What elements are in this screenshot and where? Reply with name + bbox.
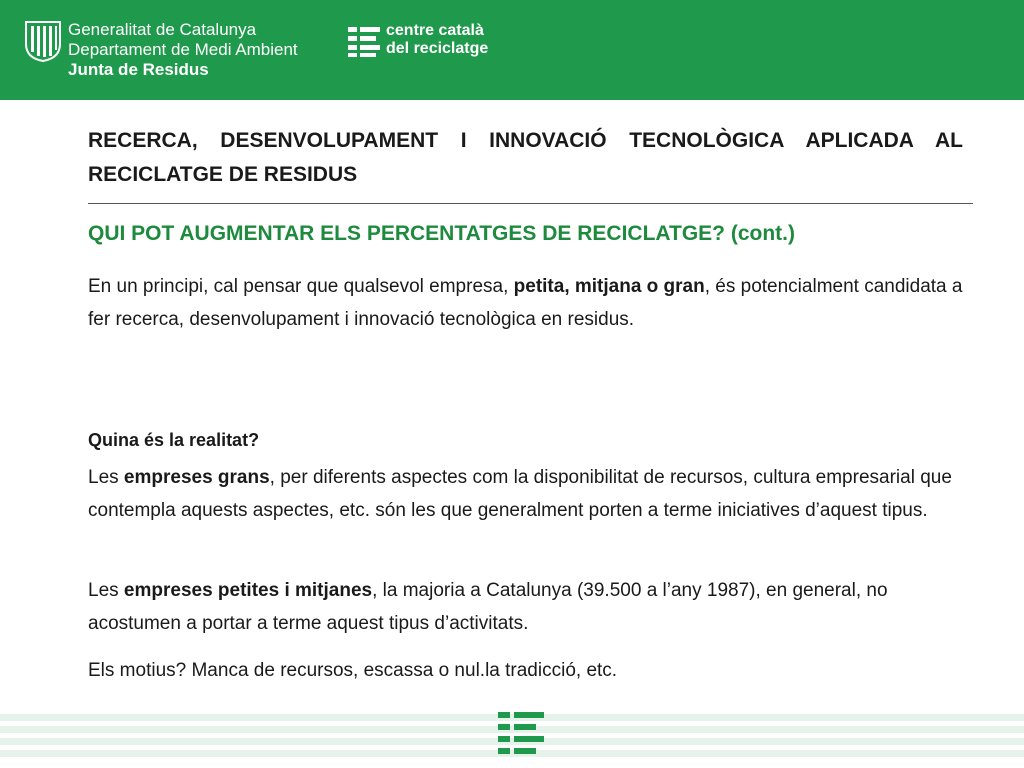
title-divider	[88, 203, 973, 204]
footer-stripes	[0, 710, 1024, 768]
org-line-3: Junta de Residus	[68, 60, 209, 79]
paragraph-3-bold: empreses petites i mitjanes	[123, 580, 373, 601]
ccr-name	[386, 22, 488, 58]
footer-logo-icon	[498, 710, 544, 762]
org-line-1: Generalitat de Catalunya	[68, 20, 257, 39]
paragraph-1-pre: En un principi, cal pensar que qualsevol empresa,	[88, 276, 514, 297]
section-subtitle: QUI POT AUGMENTAR ELS PERCENTATGES DE RECICLATGE? (cont.)	[88, 222, 795, 245]
paragraph-2	[88, 461, 968, 527]
header-banner	[0, 0, 1024, 100]
org-line-2: Departament de Medi Ambient	[68, 40, 298, 59]
paragraph-2-post: , per diferents aspectes com la disponibilitat de recursos, cultura empresarial que contempla aquests aspectes, etc. són les que generalment porten a terme iniciatives d’aquest tipus.	[88, 467, 952, 521]
paragraph-3-pre: Les	[88, 580, 124, 601]
centre-catala-reciclatge-logo-icon	[348, 24, 380, 58]
paragraph-1	[88, 270, 968, 336]
ccr-line-1: centre català	[386, 22, 484, 39]
paragraph-1-bold: petita, mitjana o gran	[513, 276, 705, 297]
ccr-line-2: del reciclatge	[386, 40, 489, 57]
generalitat-emblem-icon	[24, 18, 62, 62]
paragraph-2-bold: empreses grans	[123, 467, 270, 488]
paragraph-3-post: , la majoria a Catalunya (39.500 a l’any 1987), en general, no acostumen a portar a terme aquest tipus d’activitats.	[88, 580, 888, 634]
question-heading: Quina és la realitat?	[88, 430, 260, 450]
slide-title: RECERCA, DESENVOLUPAMENT I INNOVACIÓ TECNOLÒGICA APLICADA AL RECICLATGE DE RESIDUS	[88, 129, 963, 186]
paragraph-2-pre: Les	[88, 467, 124, 488]
paragraph-3	[88, 574, 968, 640]
paragraph-1-post: , és potencialment candidata a fer recerca, desenvolupament i innovació tecnològica en residus.	[88, 276, 963, 330]
organization-name	[68, 20, 298, 80]
paragraph-4: Els motius? Manca de recursos, escassa o nul.la tradicció, etc.	[88, 660, 618, 681]
